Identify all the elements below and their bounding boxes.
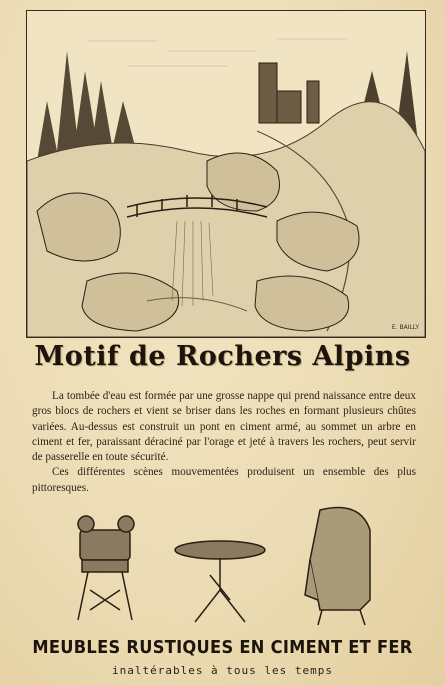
description-paragraph: Ces différentes scènes mouvementées produisent un ensemble des plus pittoresques. — [32, 466, 416, 494]
rustic-table-illustration — [175, 541, 265, 622]
rustic-chair-illustration — [78, 516, 134, 620]
description-paragraph: La tombée d'eau est formée par une grosse nappe qui prend naissance entre deux gros blocs de rochers et vient se briser dans les roches en formant plusieurs chûtes variées. Au-dessus est construit un pont en ciment armé, au sommet un arbre en ciment et fer, paraissant déraciné par l'orage et jeté à travers les rochers, peut servir de passerelle en toute sécurité. — [32, 390, 416, 464]
footer-title: MEUBLES RUSTIQUES EN CIMENT ET FER — [32, 638, 413, 658]
engraving-drawing — [27, 11, 425, 337]
page-title: Motif de Rochers Alpins — [34, 341, 411, 372]
description-text — [32, 389, 416, 496]
engraving-signature: E. BAILLY — [391, 324, 419, 331]
alpine-rocks-engraving — [26, 10, 426, 338]
footer-subtitle: inaltérables à tous les temps — [111, 664, 334, 677]
rustic-armchair-illustration — [305, 508, 370, 626]
rustic-furniture-illustration — [60, 500, 390, 630]
